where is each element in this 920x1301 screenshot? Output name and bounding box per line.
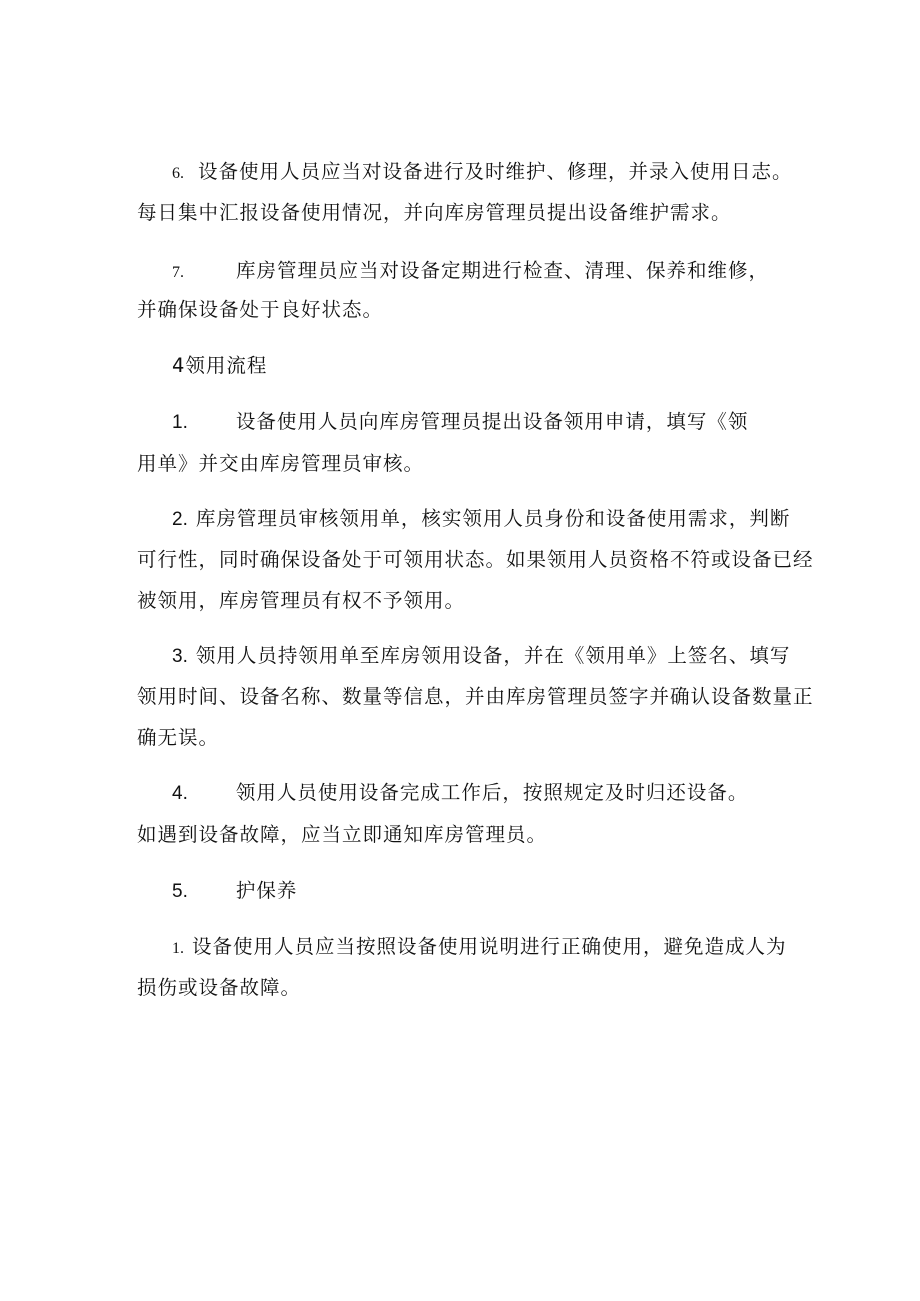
step-2-text: 库房管理员审核领用单，核实领用人员身份和设备使用需求，判断 <box>195 507 791 530</box>
step-4-text: 领用人员使用设备完成工作后，按照规定及时归还设备。 <box>235 781 749 804</box>
item-7-number: 7. <box>172 264 184 281</box>
item-6-line-2: 每日集中汇报设备使用情况，并向库房管理员提出设备维护需求。 <box>137 201 732 224</box>
item-7-line-1 <box>172 257 769 287</box>
maintenance-1-text: 设备使用人员应当按照设备使用说明进行正确使用，避免造成人为 <box>192 935 787 958</box>
step-3-text: 领用人员持领用单至库房领用设备，并在《领用单》上签名、填写 <box>195 644 791 667</box>
step-2-line-1 <box>172 505 790 534</box>
item-7-text: 库房管理员应当对设备定期进行检查、清理、保养和维修， <box>236 259 770 282</box>
item-6-line-1 <box>172 158 793 188</box>
step-1-number: 1. <box>172 412 188 433</box>
step-5-line-1 <box>172 877 297 906</box>
step-4-line-2: 如遇到设备故障，应当立即通知库房管理员。 <box>137 823 548 846</box>
step-5-number: 5. <box>172 881 188 902</box>
step-4-line-1 <box>172 779 748 808</box>
item-6-number: 6. <box>172 165 184 182</box>
step-5-text: 护保养 <box>235 879 298 902</box>
step-2-line-2: 可行性，同时确保设备处于可领用状态。如果领用人员资格不符或设备已经 <box>137 548 814 571</box>
item-6-text: 设备使用人员应当对设备进行及时维护、修理，并录入使用日志。 <box>198 160 793 183</box>
step-2-number: 2. <box>172 509 188 530</box>
step-2-line-3: 被领用，库房管理员有权不予领用。 <box>137 589 466 612</box>
step-1-line-1 <box>172 408 748 437</box>
step-3-line-3: 确无误。 <box>137 726 220 749</box>
step-3-line-2: 领用时间、设备名称、数量等信息，并由库房管理员签字并确认设备数量正 <box>137 685 814 708</box>
step-1-text: 设备使用人员向库房管理员提出设备领用申请，填写《领 <box>235 410 749 433</box>
section-heading: 4领用流程 <box>172 354 268 377</box>
step-3-line-1 <box>172 642 790 671</box>
step-3-number: 3. <box>172 646 188 667</box>
maintenance-1-line-1 <box>172 933 787 963</box>
step-1-line-2: 用单》并交由库房管理员审核。 <box>137 452 425 475</box>
maintenance-1-line-2: 损伤或设备故障。 <box>137 976 302 999</box>
item-7-line-2: 并确保设备处于良好状态。 <box>137 298 384 321</box>
maintenance-1-number: 1. <box>172 940 184 957</box>
step-4-number: 4. <box>172 783 188 804</box>
